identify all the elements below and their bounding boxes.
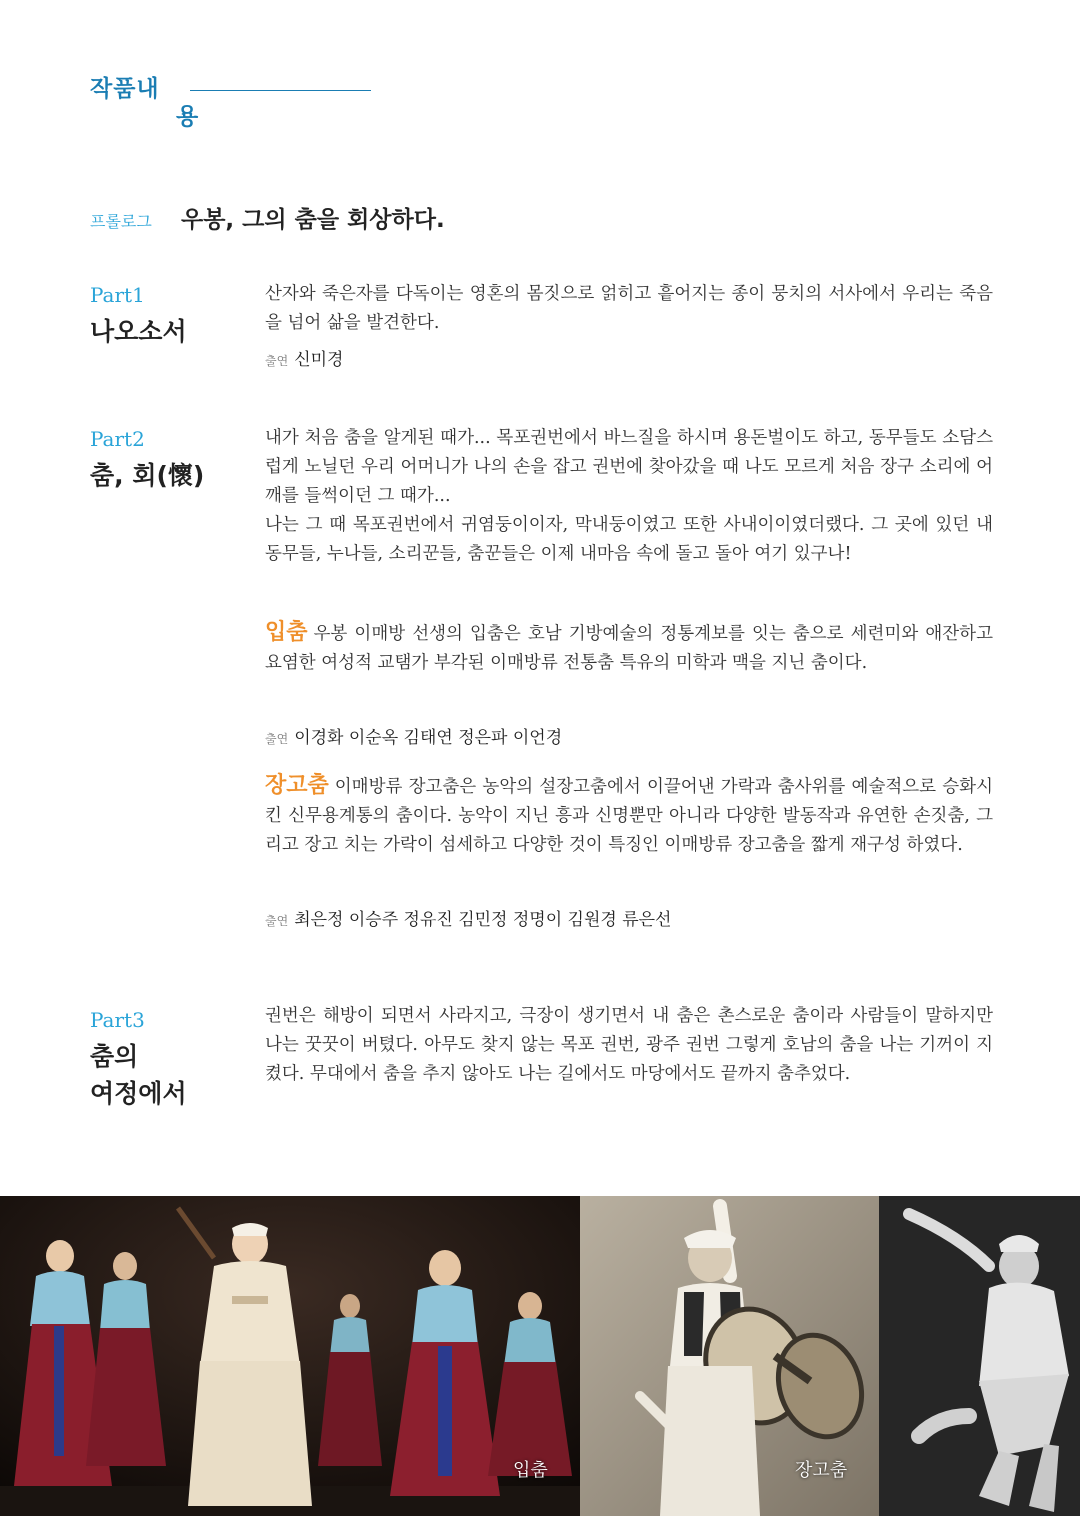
- part3-number: Part3: [90, 1008, 145, 1032]
- cast-tag: 출연: [265, 914, 289, 928]
- page-heading-tail: 용: [176, 104, 199, 130]
- janggo-cast: [265, 905, 671, 930]
- part1-title: 나오소서: [90, 317, 187, 346]
- cast-tag: 출연: [265, 354, 289, 368]
- cast-names: 최은정 이승주 정유진 김민정 정명이 김원경 류은선: [294, 910, 672, 930]
- part3-title-line2: 여정에서: [90, 1079, 187, 1108]
- ipchum-photo: [0, 1196, 580, 1516]
- part2-text-1: 내가 처음 춤을 알게된 때가... 목포권번에서 바느질을 하시며 용돈벌이도 하고, 동무들도 소담스럽게 노닐던 우리 어머니가 나의 손을 잡고 권번에 찾아갔을 때 나도 모르게 처음 장구 소리에 어깨를 들썩이던 그 때가...: [265, 428, 993, 506]
- part3-title-line1: 춤의: [90, 1042, 139, 1071]
- ipchum-section: [265, 618, 993, 678]
- part2-title: 춤, 회(懷): [90, 461, 205, 490]
- ipchum-caption: 입춤: [513, 1460, 548, 1481]
- janggo-photo: [580, 1196, 879, 1516]
- part2-number: Part2: [90, 427, 145, 451]
- page-heading: 작품내: [90, 76, 160, 102]
- janggo-text: 이매방류 장고춤은 농악의 설장고춤에서 이끌어낸 가락과 춤사위를 예술적으로 승화시킨 신무용계통의 춤이다. 농악이 지닌 흥과 신명뿐만 아니라 다양한 발동작과 유연한 손짓춤, 그리고 장고 치는 가락이 섬세하고 다양한 것이 특징인 이매방류 장고춤을 짧게 재구성 하였다.: [265, 777, 993, 855]
- dancer-photo: [879, 1196, 1080, 1516]
- part1-cast: [265, 345, 343, 370]
- heading-rule: [190, 90, 371, 91]
- part2-text-2: 나는 그 때 목포권번에서 귀염둥이이자, 막내둥이였고 또한 사내이이였더랬다. 그 곳에 있던 내 동무들, 누나들, 소리꾼들, 춤꾼들은 이제 내마음 속에 돌고 돌아 여기 있구나!: [265, 515, 993, 564]
- ipchum-text: 우봉 이매방 선생의 입춤은 호남 기방예술의 정통계보를 잇는 춤으로 세련미와 애잔하고 요염한 여성적 교탬가 부각된 이매방류 전통춤 특유의 미학과 맥을 지닌 춤이다.: [265, 624, 993, 673]
- cast-names: 신미경: [294, 350, 344, 370]
- janggo-section: [265, 771, 993, 860]
- prologue-label: 프롤로그: [90, 212, 152, 231]
- cast-tag: 출연: [265, 732, 289, 746]
- part3-text: 권번은 해방이 되면서 사라지고, 극장이 생기면서 내 춤은 촌스로운 춤이라 사람들이 말하지만 나는 꿋꿋이 버텼다. 아무도 찾지 않는 목포 권번, 광주 권번 그렇게 호남의 춤을 나는 기꺼이 지켰다. 무대에서 춤을 추지 않아도 나는 길에서도 마당에서도 끝까지 춤추었다.: [265, 1006, 993, 1084]
- ipchum-cast: [265, 723, 562, 748]
- ipchum-label: 입춤: [265, 620, 308, 645]
- janggo-caption: 장고춤: [795, 1460, 848, 1481]
- cast-names: 이경화 이순옥 김태연 정은파 이언경: [294, 728, 563, 748]
- part1-text: 산자와 죽은자를 다독이는 영혼의 몸짓으로 얽히고 흩어지는 종이 뭉치의 서사에서 우리는 죽음을 넘어 삶을 발견한다.: [265, 284, 993, 333]
- part1-number: Part1: [90, 283, 145, 307]
- prologue-title: 우봉, 그의 춤을 회상하다.: [181, 207, 445, 233]
- janggo-label: 장고춤: [265, 773, 329, 798]
